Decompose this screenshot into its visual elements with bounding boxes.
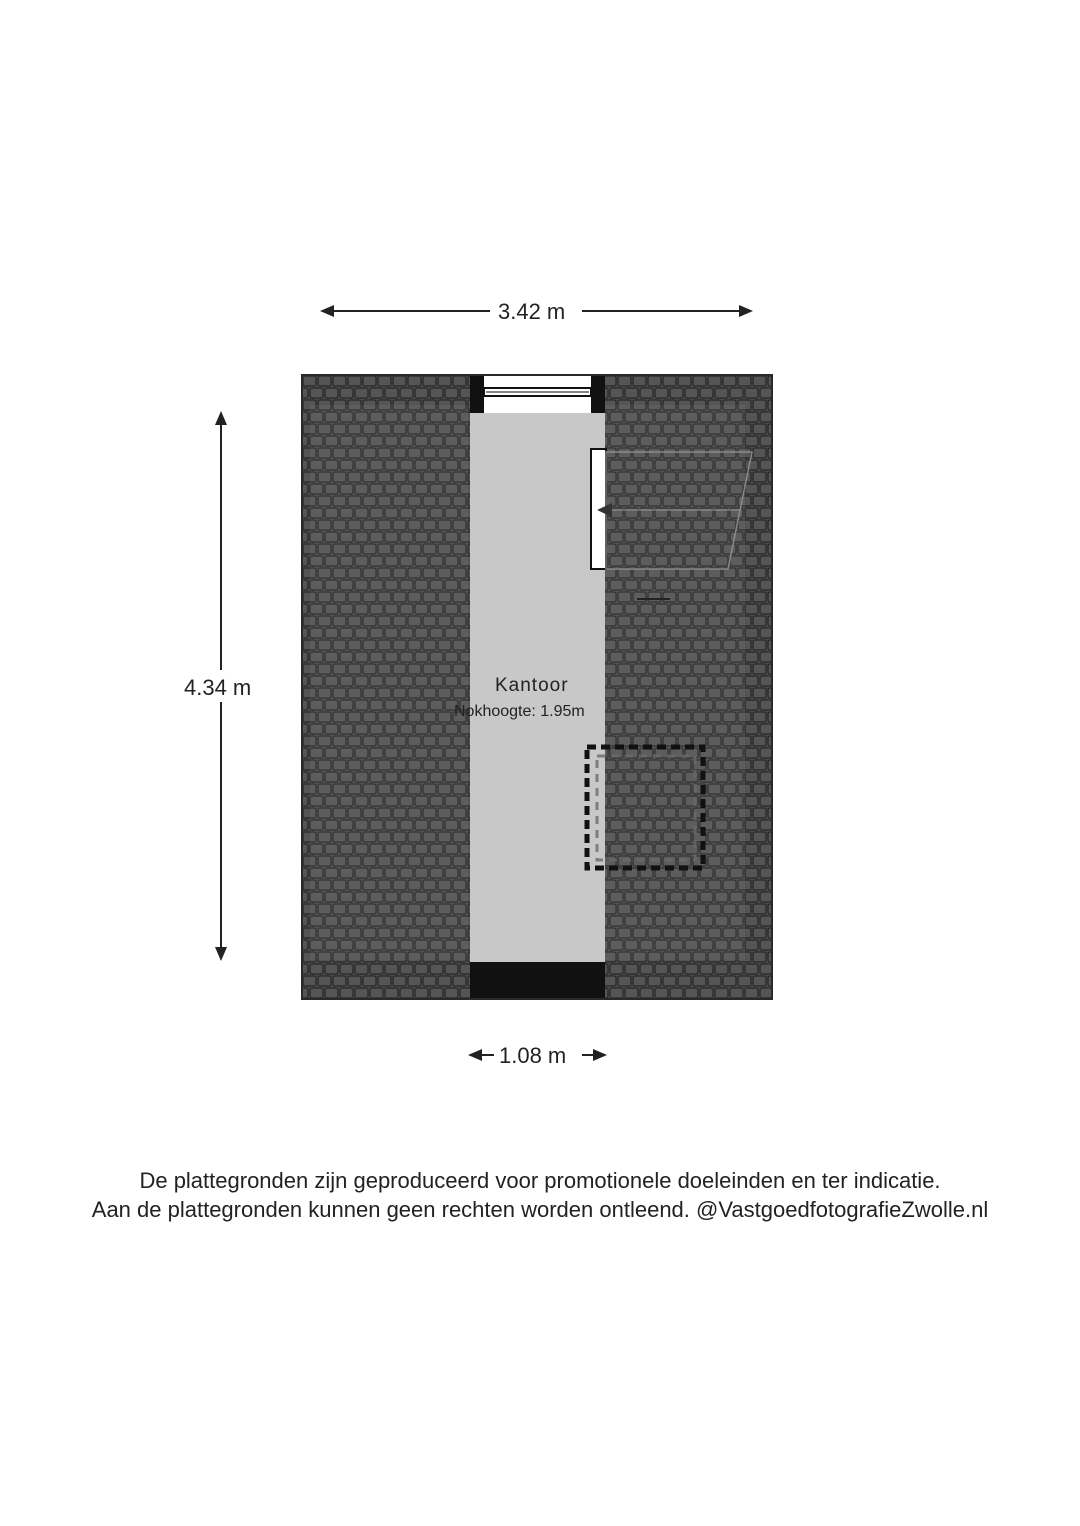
- arrow-right-icon: [739, 305, 753, 317]
- wall: [591, 375, 605, 413]
- room-ridge-height: Nokhoogte: 1.95m: [454, 703, 585, 720]
- window: [484, 375, 591, 413]
- left-dimension-label: 4.34 m: [180, 675, 255, 701]
- left-roof-slope: [310, 405, 468, 960]
- arrow-up-icon: [215, 411, 227, 425]
- top-dimension-label: 3.42 m: [494, 299, 569, 325]
- arrow-down-icon: [215, 947, 227, 961]
- wall: [470, 375, 484, 413]
- arrow-left-icon: [468, 1049, 482, 1061]
- disclaimer-line-1: De plattegronden zijn geproduceerd voor promotionele doeleinden en ter indicatie.: [139, 1168, 941, 1193]
- arrow-left-icon: [320, 305, 334, 317]
- disclaimer-line-2: Aan de plattegronden kunnen geen rechten worden ontleend. @VastgoedfotografieZwolle.nl: [91, 1197, 989, 1222]
- bottom-dimension-label: 1.08 m: [495, 1043, 570, 1069]
- wall: [470, 962, 605, 999]
- arrow-right-icon: [593, 1049, 607, 1061]
- right-roof-slope: [605, 405, 745, 960]
- room-name: Kantoor: [495, 675, 569, 696]
